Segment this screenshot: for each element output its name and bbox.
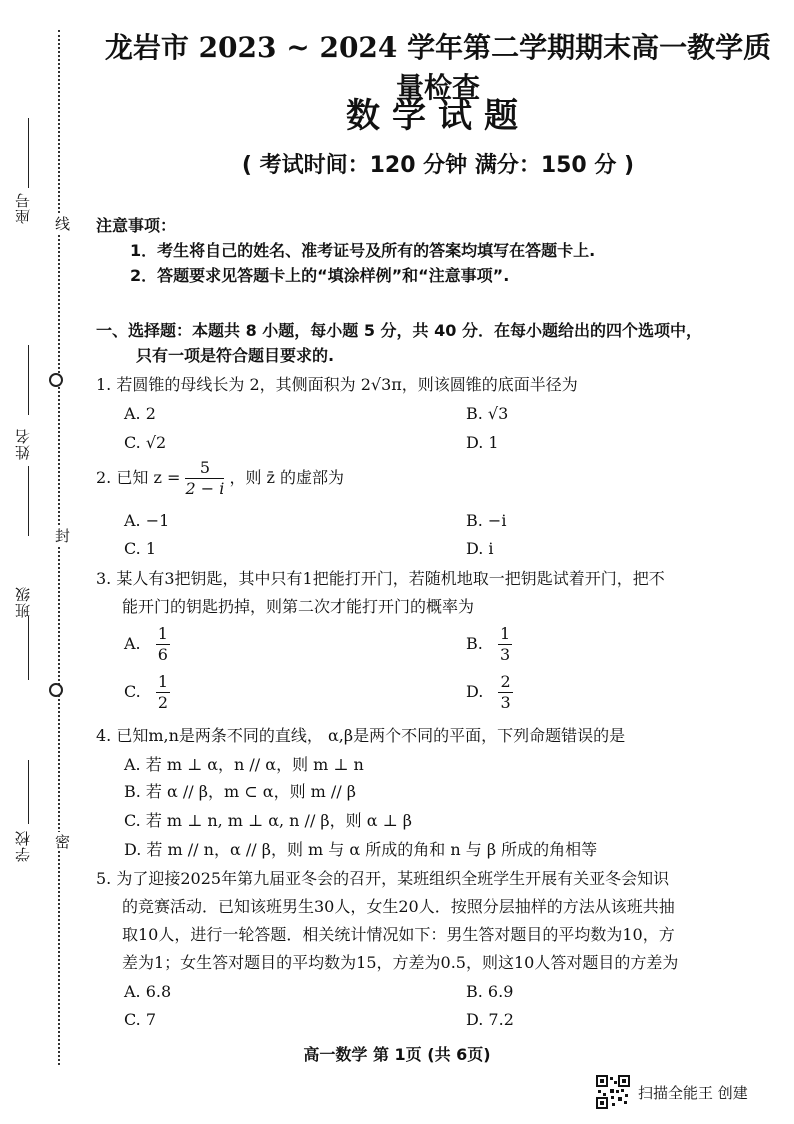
seal-mi: 密 [53,834,71,849]
q4-stem: 4. 已知m,n是两条不同的直线， α,β是两个不同的平面，下列命题错误的是 [96,726,626,745]
q1-option-a: A. 2 [124,404,156,423]
q1-stem: 1. 若圆锥的母线长为 2，其侧面积为 2√3π，则该圆锥的底面半径为 [96,375,578,394]
q5-line3: 取10人，进行一轮答题．相关统计情况如下：男生答对题目的平均数为10，方 [122,925,675,944]
q5-option-a: A. 6.8 [124,982,172,1001]
q4-option-a: A. 若 m ⊥ α，n // α，则 m ⊥ n [124,755,364,774]
class-label: 班级 [14,586,32,618]
name-label: 姓名 [14,428,32,460]
q2-option-a: A. −1 [124,511,170,530]
q2-stem-b: ，则 z̄ 的虚部为 [229,468,345,487]
seat-blank-2 [28,345,29,415]
note-1: 1．考生将自己的姓名、准考证号及所有的答案均填写在答题卡上. [130,241,596,260]
q1-option-c: C. √2 [124,433,167,452]
exam-title: 龙岩市 2023 ~ 2024 学年第二学期期末高一教学质量检查 [104,31,772,104]
q3-option-a [124,624,170,665]
q2-option-b: B. −i [466,511,507,530]
subject-title: 数学试题 [346,96,530,136]
q3-option-c [124,672,170,713]
q3-c-den: 2 [157,693,169,712]
q3-option-b [466,624,512,665]
q3-a-num: 1 [157,624,168,643]
seat-label: 座号 [14,192,32,224]
school-blank [28,760,29,824]
section-heading-2: 只有一项是符合题目要求的. [136,346,335,365]
school-label: 学校 [14,830,32,862]
q3-b-frac [498,624,512,665]
q2-denominator: 2 − i [185,479,225,498]
q3-a-frac [156,624,170,665]
page-footer: 高一数学 第 1页 (共 6页) [303,1045,491,1064]
q2-stem-a: 2. 已知 z = [96,468,181,487]
notes-heading: 注意事项： [96,216,177,235]
q3-line2: 能开门的钥匙扔掉，则第二次才能打开门的概率为 [122,597,475,616]
q3-d-label: D. [466,682,484,701]
q2-option-d: D. i [466,539,494,558]
q5-line1: 5. 为了迎接2025年第九届亚冬会的召开，某班组织全班学生开展有关亚冬会知识 [96,869,670,888]
q5-line4: 差为1；女生答对题目的平均数为15，方差为0.5，则这10人答对题目的方差为 [122,953,679,972]
q3-line1: 3. 某人有3把钥匙，其中只有1把能打开门，若随机地取一把钥匙试着开门，把不 [96,569,665,588]
note-2: 2．答题要求见答题卡上的“填涂样例”和“注意事项”. [130,266,510,285]
q2-numerator: 5 [185,458,224,479]
q3-b-num: 1 [499,624,511,643]
q3-b-den: 3 [499,645,511,664]
q1-option-d: D. 1 [466,433,499,452]
q3-c-label: C. [124,682,141,701]
q3-option-d [466,672,513,713]
name-blank [28,466,29,536]
binding-hole-icon-2 [49,683,63,697]
section-heading: 一、选择题：本题共 8 小题，每小题 5 分，共 40 分．在每小题给出的四个选项中， [96,321,702,340]
q3-d-den: 3 [500,693,511,712]
q4-option-b: B. 若 α // β，m ⊂ α，则 m // β [124,782,357,801]
binding-hole-icon [49,373,63,387]
q3-c-frac [156,672,170,713]
seal-xian: 线 [53,216,71,231]
exam-info: ( 考试时间：120 分钟 满分：150 分 ) [241,153,635,178]
scanner-watermark: 扫描全能王 创建 [638,1084,748,1102]
q3-b-label: B. [466,634,483,653]
qr-code-icon [596,1075,630,1109]
q5-option-d: D. 7.2 [466,1010,514,1029]
q2-fraction [185,458,224,499]
q5-line2: 的竞赛活动．已知该班男生30人，女生20人．按照分层抽样的方法从该班共抽 [122,897,675,916]
q5-option-b: B. 6.9 [466,982,514,1001]
q3-c-num: 1 [157,672,169,691]
q3-d-frac [498,672,512,713]
dotted-cut-line [58,30,60,1065]
q3-a-den: 6 [157,645,168,664]
binding-margin [0,0,70,1124]
q1-option-b: B. √3 [466,404,509,423]
class-blank [28,616,29,680]
q3-a-label: A. [124,634,141,653]
q4-option-c: C. 若 m ⊥ n, m ⊥ α, n // β，则 α ⊥ β [124,811,413,830]
q4-option-d: D. 若 m // n，α // β，则 m 与 α 所成的角和 n 与 β 所成的角相等 [124,840,598,859]
q3-d-num: 2 [500,672,511,691]
q2-option-c: C. 1 [124,539,157,558]
seal-feng: 封 [53,528,71,543]
q5-option-c: C. 7 [124,1010,157,1029]
seat-blank [28,118,29,188]
q2-stem [96,458,344,499]
